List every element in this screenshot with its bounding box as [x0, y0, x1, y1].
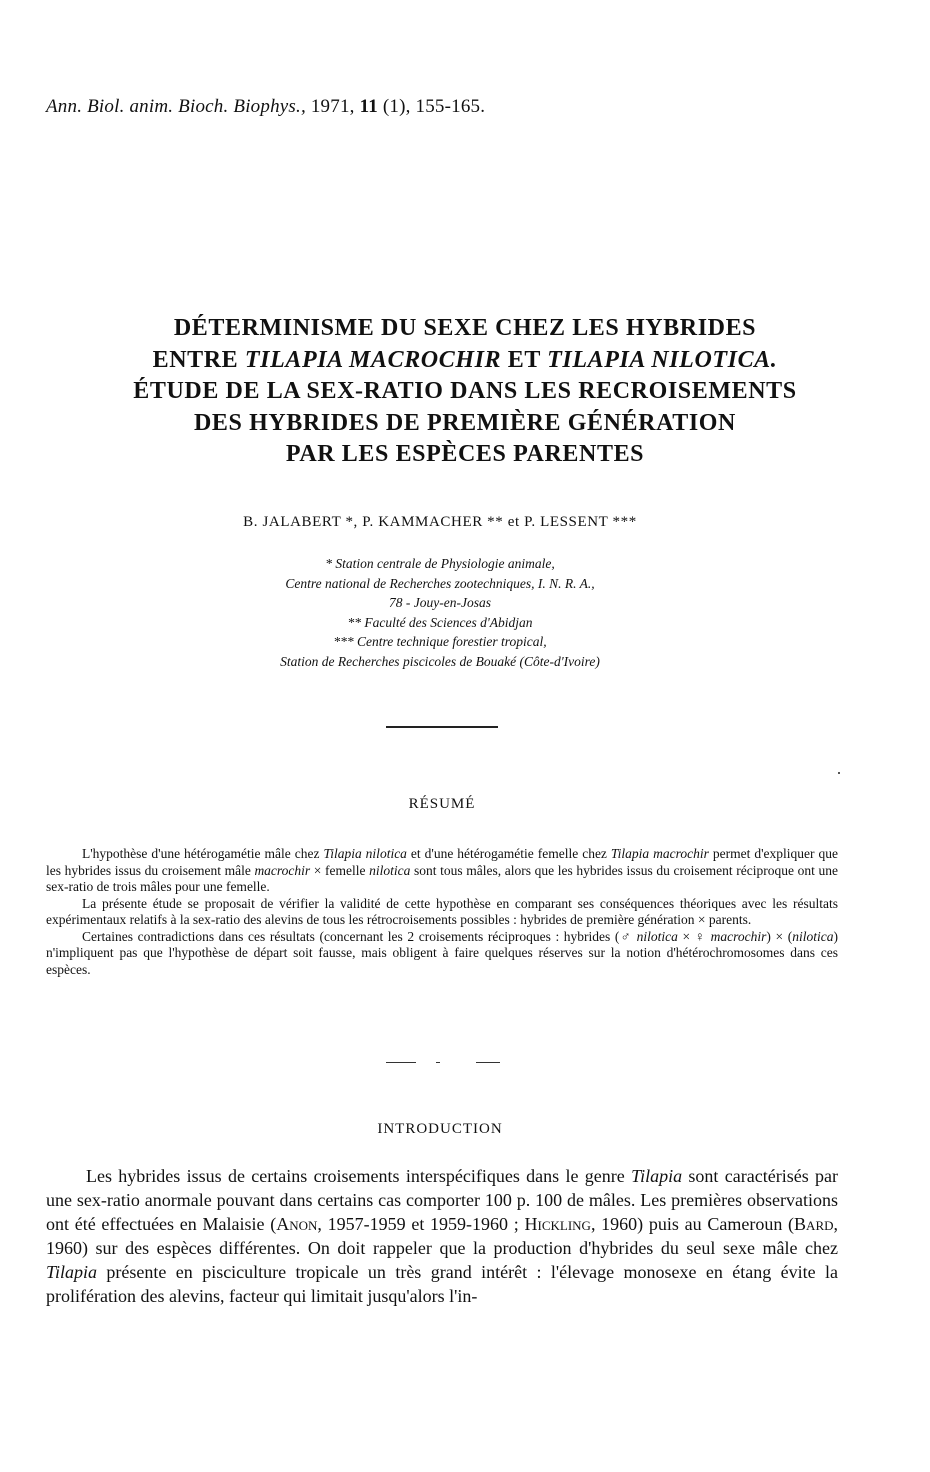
article-title	[60, 313, 870, 471]
affiliation-line: *** Centre technique forestier tropical,	[333, 634, 547, 649]
journal-name: Ann. Biol. anim. Bioch. Biophys.,	[46, 96, 306, 117]
text-run: , 1960) sur des espèces différentes. On doit rappeler que la production d'hybrides du seul sexe mâle chez	[46, 1214, 838, 1258]
affiliation-line: ** Faculté des Sciences d'Abidjan	[347, 614, 533, 630]
species-name: nilotica	[369, 862, 411, 878]
abstract-paragraph	[46, 846, 838, 896]
species-name: nilotica	[636, 928, 678, 944]
title-line-5: PAR LES ESPÈCES PARENTES	[285, 441, 645, 467]
genus-name: Tilapia	[631, 1166, 683, 1186]
speck	[838, 772, 840, 774]
text-run: permet d'expliquer que les hybrides issus du croisement mâle	[46, 846, 839, 878]
text-run: et d'une hétérogamétie femelle chez	[406, 846, 611, 861]
citation-pages: (1), 155-165.	[382, 96, 486, 117]
text-run: , 1960) puis au Cameroun (	[590, 1214, 795, 1234]
title-line-4: DES HYBRIDES DE PREMIÈRE GÉNÉRATION	[194, 409, 736, 436]
separator-dash	[386, 1062, 416, 1063]
reference-author: Anon	[276, 1214, 318, 1234]
text-run: sont tous mâles, alors que les hybrides issus du croisement réciproque ont une sex-ratio de trois mâles pour une femelle.	[46, 862, 838, 894]
separator-dash	[436, 1062, 440, 1063]
species-name: macrochir	[254, 862, 311, 878]
text-run: Les hybrides issus de certains croisements interspécifiques dans le genre	[86, 1166, 632, 1186]
title-line-2	[60, 345, 870, 377]
species-name: TILAPIA NILOTICA.	[547, 346, 778, 373]
abstract	[46, 846, 838, 978]
genus-name: Tilapia	[46, 1262, 98, 1282]
text-run: × ♀	[677, 928, 711, 944]
section-divider	[386, 726, 498, 728]
affiliations	[0, 554, 880, 671]
resume-heading: RÉSUMÉ	[408, 796, 476, 812]
title-line-2-mid: ET	[501, 346, 548, 373]
introduction-heading: INTRODUCTION	[377, 1121, 503, 1137]
text-run: ) × (	[766, 928, 793, 944]
separator-dash	[476, 1062, 500, 1063]
text-run: présente en pisciculture tropicale un très grand intérêt : l'élevage monosexe en étang évite la prolifération des alevins, facteur qui limitait jusqu'alors l'in-	[46, 1262, 838, 1306]
reference-author: Hickling	[524, 1214, 591, 1234]
species-name: Tilapia nilotica	[323, 846, 407, 861]
journal-citation	[46, 96, 485, 118]
abstract-paragraph	[46, 929, 838, 979]
species-name: Tilapia macrochir	[610, 846, 709, 861]
species-name: TILAPIA MACROCHIR	[244, 346, 502, 373]
text-run: × femelle	[310, 862, 370, 878]
reference-author: Bard	[794, 1214, 834, 1234]
title-line-1: DÉTERMINISME DU SEXE CHEZ LES HYBRIDES	[173, 315, 757, 341]
affiliation-line: Centre national de Recherches zootechniques, I. N. R. A.,	[285, 575, 595, 591]
species-name: macrochir	[710, 928, 767, 944]
title-line-3: ÉTUDE DE LA SEX-RATIO DANS LES RECROISEMENTS	[133, 378, 797, 404]
abstract-paragraph: La présente étude se proposait de vérifier la validité de cette hypothèse en comparant ses conséquences théoriques avec les résultats expérimentaux relatifs à la sex-ratio des alevins de tous les rétrocroisements possibles : hybrides de première génération × parents.	[46, 895, 838, 927]
citation-year: 1971,	[310, 96, 355, 117]
text-run: Certaines contradictions dans ces résultats (concernant les 2 croisements réciproques : hybrides (♂	[82, 928, 637, 944]
text-run: , 1957-1959 et 1959-1960 ;	[317, 1214, 525, 1234]
text-run: ) n'impliquent pas que l'hypothèse de départ soit fausse, mais obligent à faire quelques réserves sur la notion d'hétérochromosomes dans ces espèces.	[46, 928, 838, 977]
affiliation-line: * Station centrale de Physiologie animale,	[325, 556, 555, 571]
author-list: B. JALABERT *, P. KAMMACHER ** et P. LESSENT ***	[243, 514, 637, 530]
title-line-2-start: ENTRE	[152, 346, 245, 373]
text-run: sont caractérisés par une sex-ratio anormale pouvant dans certains cas comporter 100 p. 100 de mâles. Les premières observations ont été effectuées en Malaisie (	[46, 1166, 839, 1234]
text-run: L'hypothèse d'une hétérogamétie mâle chez	[82, 846, 324, 861]
species-name: nilotica	[792, 928, 834, 944]
introduction-body	[46, 1164, 838, 1308]
introduction-paragraph	[46, 1164, 838, 1308]
affiliation-line: Station de Recherches piscicoles de Bouaké (Côte-d'Ivoire)	[280, 653, 600, 669]
citation-volume: 11	[359, 96, 378, 117]
affiliation-line: 78 - Jouy-en-Josas	[389, 595, 491, 610]
